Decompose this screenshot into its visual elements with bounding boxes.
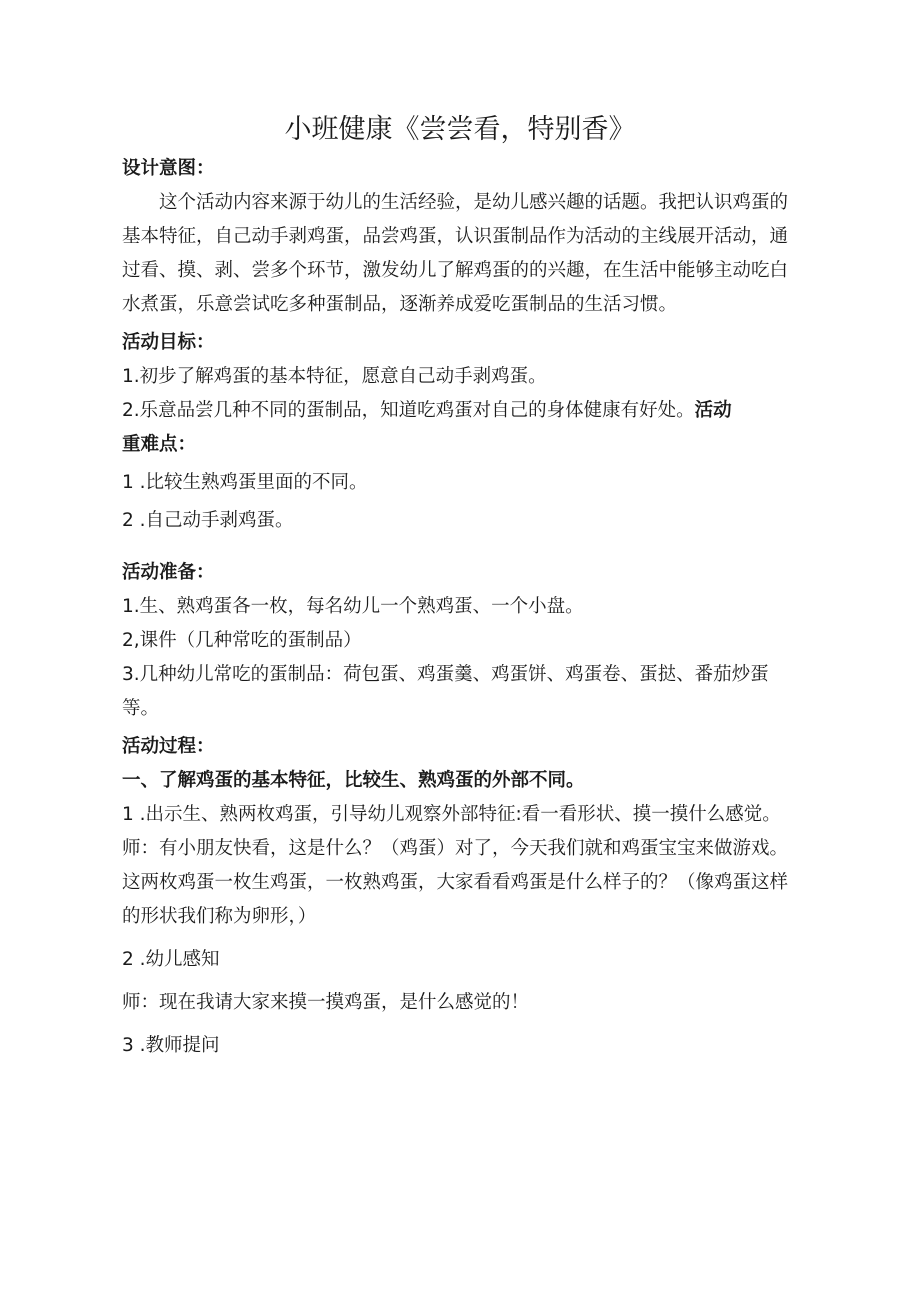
design-paragraph: 这个活动内容来源于幼儿的生活经验，是幼儿感兴趣的话题。我把认识鸡蛋的基本特征，自己动手剥鸡蛋，品尝鸡蛋，认识蛋制品作为活动的主线展开活动，通过看、摸、剥、尝多个环节，激发幼儿了解鸡蛋的的兴趣，在生活中能够主动吃白水煮蛋，乐意尝试吃多种蛋制品，逐渐养成爱吃蛋制品的生活习惯。 <box>122 192 789 315</box>
process-line-2: 师：有小朋友快看，这是什么？（鸡蛋）对了，今天我们就和鸡蛋宝宝来做游戏。 <box>122 838 789 859</box>
process-line-5: 师：现在我请大家来摸一摸鸡蛋，是什么感觉的！ <box>122 992 530 1013</box>
process-line-3: 这两枚鸡蛋一枚生鸡蛋，一枚熟鸡蛋，大家看看鸡蛋是什么样子的？（像鸡蛋这样的形状我们称为卵形，） <box>122 872 789 927</box>
key-point-item-2: 2 .自己动手剥鸡蛋。 <box>122 510 294 531</box>
document-body <box>122 152 792 1063</box>
preparation-heading: 活动准备： <box>122 562 215 583</box>
goal-item-2 <box>122 394 792 428</box>
goal-item-2-text: 2.乐意品尝几种不同的蛋制品，知道吃鸡蛋对自己的身体健康有好处。 <box>122 400 695 421</box>
key-points-heading-part2: 重难点： <box>122 434 197 455</box>
key-point-item-1: 1 .比较生熟鸡蛋里面的不同。 <box>122 472 368 493</box>
design-heading: 设计意图： <box>122 158 215 179</box>
process-heading: 活动过程： <box>122 736 215 757</box>
preparation-item-3: 3.几种幼儿常吃的蛋制品：荷包蛋、鸡蛋羹、鸡蛋饼、鸡蛋卷、蛋挞、番茄炒蛋等。 <box>122 664 769 719</box>
goals-heading: 活动目标： <box>122 332 215 353</box>
process-step1-heading: 一、了解鸡蛋的基本特征，比较生、熟鸡蛋的外部不同。 <box>122 770 585 791</box>
document-title: 小班健康《尝尝看，特别香》 <box>284 114 636 145</box>
preparation-item-1: 1.生、熟鸡蛋各一枚，每名幼儿一个熟鸡蛋、一个小盘。 <box>122 596 584 617</box>
key-points-heading-part1: 活动 <box>694 400 732 421</box>
goal-item-1: 1.初步了解鸡蛋的基本特征，愿意自己动手剥鸡蛋。 <box>122 366 547 387</box>
process-line-1: 1 .出示生、熟两枚鸡蛋，引导幼儿观察外部特征:看一看形状、摸一摸什么感觉。 <box>122 804 781 825</box>
preparation-item-2: 2,课件（几种常吃的蛋制品） <box>122 630 362 651</box>
process-line-4: 2 .幼儿感知 <box>122 949 220 970</box>
process-line-6: 3 .教师提问 <box>122 1035 220 1056</box>
